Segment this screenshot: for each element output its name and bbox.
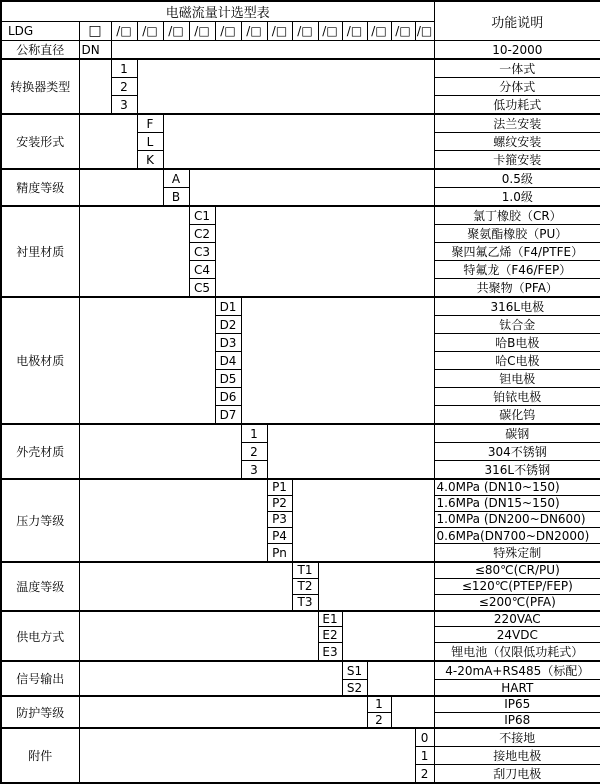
category-label: 附件 (1, 728, 79, 783)
grid-spacer (79, 114, 137, 169)
model-slot-box: /□ (215, 22, 241, 41)
option-code: 1 (415, 747, 434, 765)
option-desc: IP65 (434, 696, 600, 712)
option-desc: 304不锈钢 (434, 443, 600, 461)
grid-spacer (189, 169, 434, 206)
option-code: C2 (189, 225, 215, 243)
grid-spacer (79, 661, 342, 696)
option-desc: 24VDC (434, 627, 600, 643)
option-desc: 0.5级 (434, 169, 600, 188)
option-desc: 低功耗式 (434, 96, 600, 115)
option-desc: 一体式 (434, 59, 600, 78)
grid-spacer (79, 696, 367, 728)
grid-spacer (79, 59, 111, 114)
option-desc: ≤200℃(PFA) (434, 594, 600, 610)
model-slot-box: /□ (342, 22, 367, 41)
grid-spacer (163, 114, 434, 169)
option-code: F (137, 114, 163, 133)
option-desc: 哈B电极 (434, 334, 600, 352)
grid-spacer (79, 206, 189, 297)
option-code: C3 (189, 243, 215, 261)
grid-spacer (215, 206, 434, 297)
grid-spacer (79, 424, 241, 479)
option-desc: 不接地 (434, 728, 600, 747)
option-desc: 1.0MPa (DN200~DN600) (434, 511, 600, 527)
option-desc: ≤120℃(PTEP/FEP) (434, 578, 600, 594)
option-code: E1 (318, 611, 342, 627)
dn-row-label: 公称直径 (1, 41, 79, 60)
option-code: D3 (215, 334, 241, 352)
option-code: 2 (367, 712, 391, 728)
option-code: P1 (267, 479, 292, 495)
page-title: 电磁流量计选型表 (1, 1, 434, 22)
option-code: 1 (367, 696, 391, 712)
category-label: 安装形式 (1, 114, 79, 169)
option-code: T2 (292, 578, 318, 594)
option-code: S2 (342, 680, 367, 696)
model-prefix: LDG (1, 22, 79, 41)
option-code: D5 (215, 370, 241, 388)
option-code: D6 (215, 388, 241, 406)
option-desc: 锂电池（仅限低功耗式） (434, 643, 600, 662)
grid-spacer (79, 169, 163, 206)
option-desc: 分体式 (434, 78, 600, 96)
grid-spacer (79, 611, 318, 662)
option-desc: 刮刀电极 (434, 765, 600, 784)
option-code: T1 (292, 562, 318, 578)
option-code: P3 (267, 511, 292, 527)
option-desc: 钽电极 (434, 370, 600, 388)
option-code: Pn (267, 544, 292, 563)
option-desc: 特殊定制 (434, 544, 600, 563)
category-label: 信号输出 (1, 661, 79, 696)
grid-spacer (241, 297, 434, 424)
option-code: P4 (267, 527, 292, 543)
option-desc: 220VAC (434, 611, 600, 627)
category-label: 衬里材质 (1, 206, 79, 297)
grid-spacer (79, 297, 215, 424)
category-label: 压力等级 (1, 479, 79, 562)
function-description-header: 功能说明 (434, 1, 600, 41)
option-desc: HART (434, 680, 600, 696)
model-slot-box: /□ (318, 22, 342, 41)
option-desc: 共聚物（PFA） (434, 279, 600, 298)
option-code: D7 (215, 406, 241, 425)
model-slot-box: /□ (189, 22, 215, 41)
option-code: L (137, 133, 163, 151)
option-code: 0 (415, 728, 434, 747)
option-code: 2 (111, 78, 137, 96)
category-label: 转换器类型 (1, 59, 79, 114)
model-slot-box: /□ (111, 22, 137, 41)
option-code: C5 (189, 279, 215, 298)
grid-spacer (292, 479, 434, 562)
option-code: S1 (342, 661, 367, 680)
option-code: E2 (318, 627, 342, 643)
option-code: B (163, 188, 189, 207)
option-desc: ≤80℃(CR/PU) (434, 562, 600, 578)
option-desc: 接地电极 (434, 747, 600, 765)
category-label: 防护等级 (1, 696, 79, 728)
option-desc: 钛合金 (434, 316, 600, 334)
option-code: 1 (241, 424, 267, 443)
option-desc: 铂铱电极 (434, 388, 600, 406)
grid-spacer (367, 661, 434, 696)
option-desc: 316L不锈钢 (434, 461, 600, 480)
grid-spacer (79, 562, 292, 610)
option-desc: IP68 (434, 712, 600, 728)
grid-spacer (79, 728, 415, 783)
model-slot-box: /□ (391, 22, 415, 41)
grid-spacer (267, 424, 434, 479)
option-code: C1 (189, 206, 215, 225)
option-code: A (163, 169, 189, 188)
option-desc: 法兰安装 (434, 114, 600, 133)
model-code-box: □ (79, 22, 111, 41)
grid-spacer (391, 696, 434, 728)
option-desc: 1.0级 (434, 188, 600, 207)
model-slot-box: /□ (415, 22, 434, 41)
option-desc: 316L电极 (434, 297, 600, 316)
option-code: P2 (267, 495, 292, 511)
option-code: D4 (215, 352, 241, 370)
option-code: 2 (415, 765, 434, 784)
option-code: 3 (111, 96, 137, 115)
grid-spacer (79, 479, 267, 562)
option-desc: 0.6MPa(DN700~DN2000) (434, 527, 600, 543)
model-slot-box: /□ (163, 22, 189, 41)
option-code: E3 (318, 643, 342, 662)
model-slot-box: /□ (267, 22, 292, 41)
grid-spacer (342, 611, 434, 662)
model-slot-box: /□ (241, 22, 267, 41)
grid-spacer (318, 562, 434, 610)
dn-row-desc: 10-2000 (434, 41, 600, 60)
model-slot-box: /□ (367, 22, 391, 41)
grid-spacer (137, 59, 434, 114)
option-desc: 聚氨酯橡胶（PU） (434, 225, 600, 243)
option-code: K (137, 151, 163, 170)
option-desc: 哈C电极 (434, 352, 600, 370)
option-code: 1 (111, 59, 137, 78)
option-desc: 4.0MPa (DN10~150) (434, 479, 600, 495)
option-code: C4 (189, 261, 215, 279)
option-desc: 螺纹安装 (434, 133, 600, 151)
option-code: D2 (215, 316, 241, 334)
model-slot-box: /□ (137, 22, 163, 41)
option-desc: 特氟龙（F46/FEP） (434, 261, 600, 279)
option-desc: 碳钢 (434, 424, 600, 443)
dn-row-code: DN (79, 41, 111, 60)
model-slot-box: /□ (292, 22, 318, 41)
category-label: 温度等级 (1, 562, 79, 610)
option-desc: 卡箍安装 (434, 151, 600, 170)
category-label: 供电方式 (1, 611, 79, 662)
option-desc: 4-20mA+RS485（标配） (434, 661, 600, 680)
category-label: 电极材质 (1, 297, 79, 424)
category-label: 精度等级 (1, 169, 79, 206)
option-desc: 碳化钨 (434, 406, 600, 425)
option-desc: 氯丁橡胶（CR） (434, 206, 600, 225)
option-code: T3 (292, 594, 318, 610)
option-code: 2 (241, 443, 267, 461)
grid-spacer (111, 41, 434, 60)
option-desc: 聚四氟乙烯（F4/PTFE） (434, 243, 600, 261)
category-label: 外壳材质 (1, 424, 79, 479)
option-code: 3 (241, 461, 267, 480)
option-code: D1 (215, 297, 241, 316)
option-desc: 1.6MPa (DN15~150) (434, 495, 600, 511)
